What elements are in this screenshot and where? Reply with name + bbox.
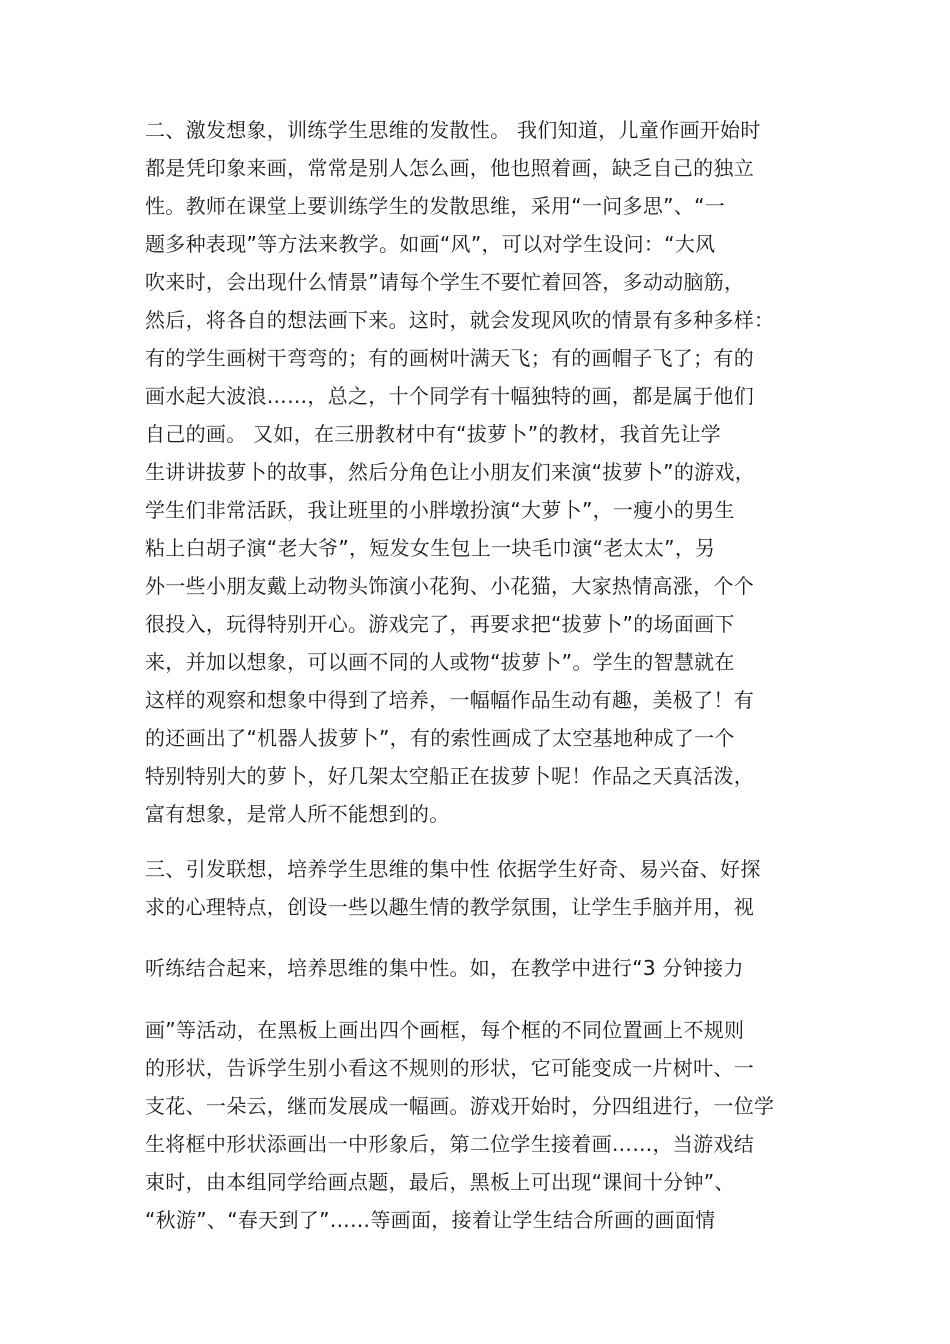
- text-line: 很投入，玩得特别开心。游戏完了，再要求把“拔萝卜”的场面画下: [145, 612, 735, 636]
- text-line: 束时，由本组同学给画点题，最后，黑板上可出现“课间十分钟”、: [145, 1170, 735, 1194]
- text-line: 题多种表现”等方法来教学。如画“风”，可以对学生设问：“大风: [145, 232, 716, 256]
- text-line: 生将框中形状添画出一中形象后，第二位学生接着画……，当游戏结: [145, 1132, 754, 1156]
- text-line: 的形状，告诉学生别小看这不规则的形状，它可能变成一片树叶、一: [145, 1056, 754, 1080]
- text-line: 自己的画。 又如，在三册教材中有“拔萝卜”的教材，我首先让学: [145, 422, 722, 446]
- text-line: 听练结合起来，培养思维的集中性。如，在教学中进行“3 分钟接力: [145, 956, 744, 980]
- text-line: 然后，将各自的想法画下来。这时，就会发现风吹的情景有多种多样：: [145, 308, 775, 332]
- text-line: 二、激发想象，训练学生思维的发散性。 我们知道，儿童作画开始时: [145, 118, 761, 142]
- text-line: 这样的观察和想象中得到了培养，一幅幅作品生动有趣，美极了！有: [145, 688, 754, 712]
- text-line: 求的心理特点，创设一些以趣生情的教学氛围，让学生手脑并用，视: [145, 895, 754, 919]
- text-line: 特别特别大的萝卜，好几架太空船正在拔萝卜呢！作品之天真活泼，: [145, 764, 754, 788]
- text-line: 富有想象，是常人所不能想到的。: [145, 802, 450, 826]
- text-line: 学生们非常活跃，我让班里的小胖墩扮演“大萝卜”，一瘦小的男生: [145, 498, 735, 522]
- text-line: 支花、一朵云，继而发展成一幅画。游戏开始时，分四组进行，一位学: [145, 1094, 775, 1118]
- text-line: 外一些小朋友戴上动物头饰演小花狗、小花猫，大家热情高涨，个个: [145, 574, 754, 598]
- text-line: 都是凭印象来画，常常是别人怎么画，他也照着画，缺乏自己的独立: [145, 156, 754, 180]
- text-line: 画水起大波浪……，总之，十个同学有十幅独特的画，都是属于他们: [145, 384, 754, 408]
- text-line: 来，并加以想象，可以画不同的人或物“拔萝卜”。学生的智慧就在: [145, 650, 735, 674]
- text-line: 性。教师在课堂上要训练学生的发散思维，采用“一问多思”、“一: [145, 194, 726, 218]
- text-line: 生讲讲拔萝卜的故事，然后分角色让小朋友们来演“拔萝卜”的游戏，: [145, 460, 756, 484]
- text-line: 吹来时，会出现什么情景”请每个学生不要忙着回答，多动动脑筋，: [145, 270, 745, 294]
- text-line: 粘上白胡子演“老大爷”，短发女生包上一块毛巾演“老太太”，另: [145, 536, 716, 560]
- text-line: 有的学生画树干弯弯的；有的画树叶满天飞；有的画帽子飞了；有的: [145, 346, 754, 370]
- text-line: 三、引发联想，培养学生思维的集中性 依据学生好奇、易兴奋、好探: [145, 857, 761, 881]
- text-line: 的还画出了“机器人拔萝卜”，有的索性画成了太空基地种成了一个: [145, 726, 735, 750]
- text-line: 画”等活动，在黑板上画出四个画框，每个框的不同位置画上不规则: [145, 1018, 745, 1042]
- text-line: “秋游”、“春天到了”……等画面，接着让学生结合所画的画面情: [145, 1208, 716, 1232]
